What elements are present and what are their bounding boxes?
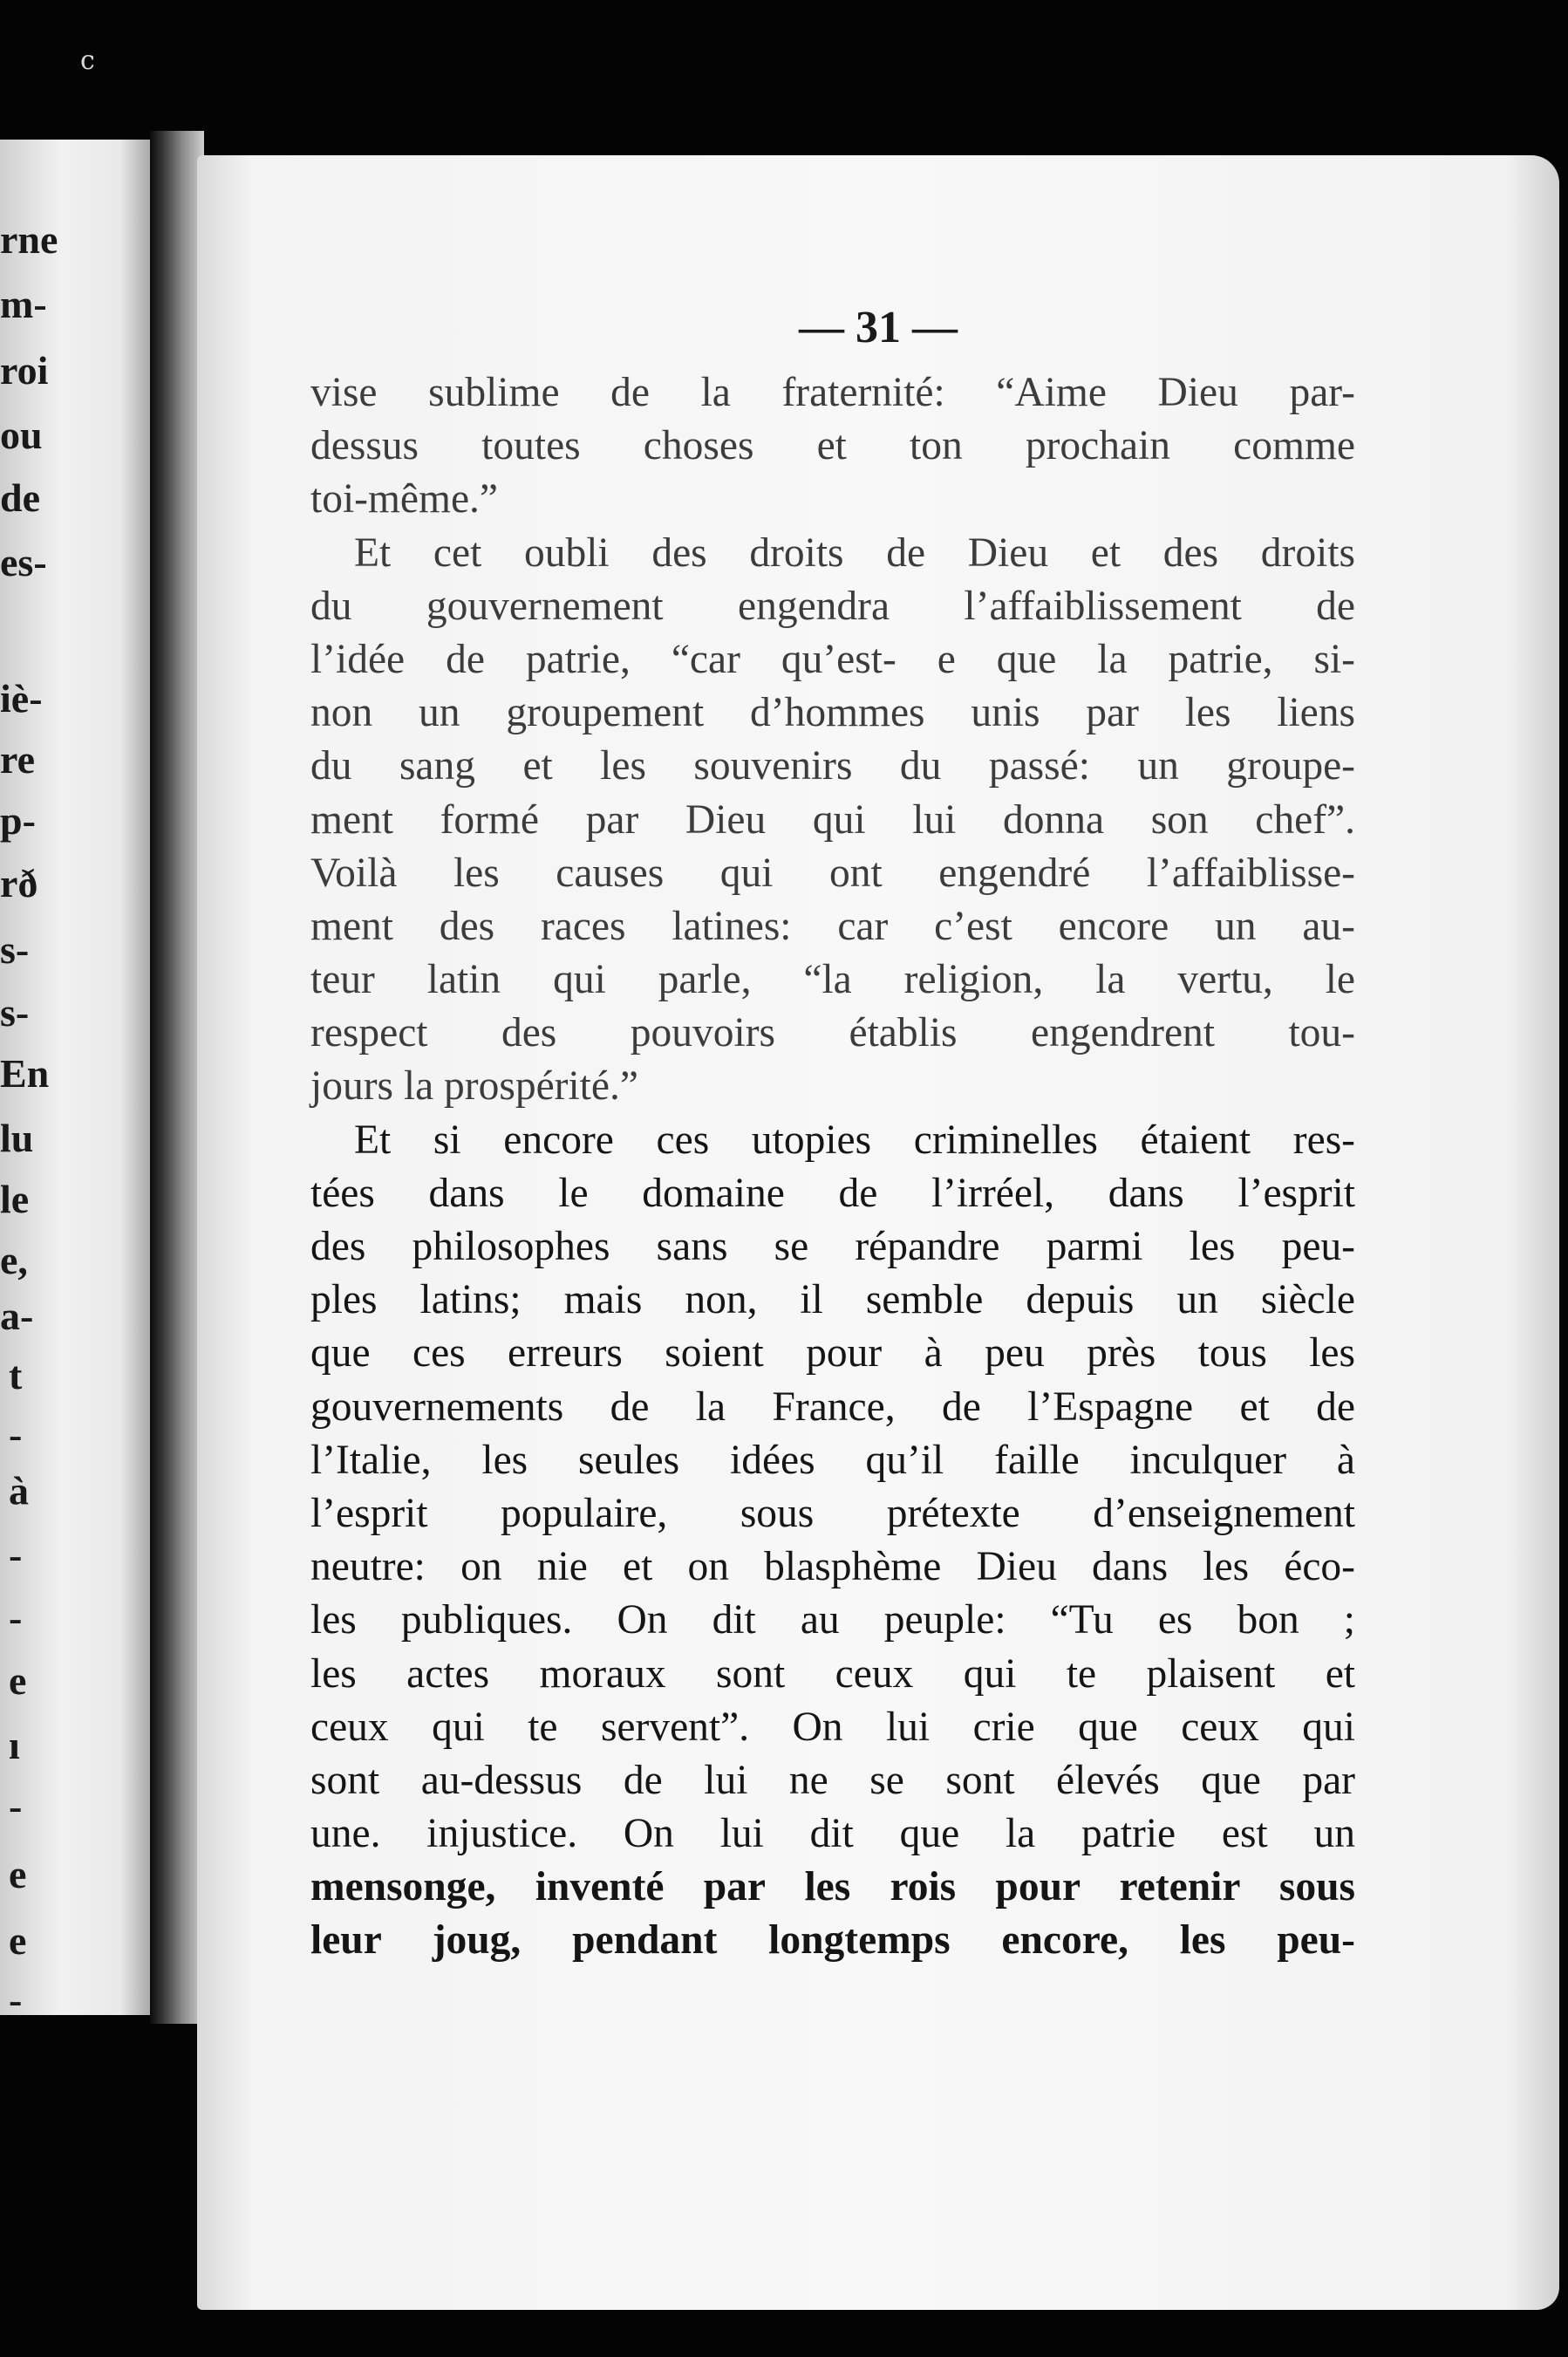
text-line: une. injustice. On lui dit que la patrie est un <box>310 1811 1355 1857</box>
text-line: gouvernements de la France, de l’Espagne et de <box>310 1383 1355 1430</box>
previous-page-line: - <box>9 1978 23 2015</box>
text-line: teur latin qui parle, “la religion, la vertu, le <box>310 957 1355 1003</box>
previous-page-line: s- <box>0 927 30 972</box>
text-line: les publiques. On dit au peuple: “Tu es bon ; <box>310 1597 1355 1643</box>
previous-page-line: m- <box>0 282 47 326</box>
previous-page-line: e <box>9 1852 27 1896</box>
page-body-text <box>310 366 1355 1968</box>
text-line: ment formé par Dieu qui lui donna son chef”. <box>310 796 1355 843</box>
previous-page-line: - <box>9 1595 23 1640</box>
previous-page-line: ı <box>9 1723 20 1767</box>
previous-page-line: - <box>9 1412 23 1457</box>
book-page <box>197 155 1559 2310</box>
previous-page-line: e <box>9 1658 27 1703</box>
previous-page-line: a- <box>0 1294 34 1338</box>
text-line: neutre: on nie et on blasphème Dieu dans les éco- <box>310 1544 1355 1590</box>
previous-page-line: t <box>9 1353 23 1397</box>
text-line: Voilà les causes qui ont engendré l’affaiblisse- <box>310 850 1355 896</box>
corner-mark: c <box>80 45 95 76</box>
text-line: du sang et les souvenirs du passé: un groupe- <box>310 743 1355 789</box>
text-line: des philosophes sans se répandre parmi les peu- <box>310 1224 1355 1269</box>
text-line: jours la prospérité.” <box>310 1063 638 1110</box>
text-line: toi-même.” <box>310 476 498 523</box>
text-line: l’esprit populaire, sous prétexte d’enseignement <box>310 1490 1355 1536</box>
previous-page-line: p- <box>0 798 36 843</box>
previous-page-line: es- <box>0 540 47 584</box>
text-line: Et cet oubli des droits de Dieu et des droits <box>354 529 1355 576</box>
page-number: — 31 — <box>799 303 958 352</box>
text-line: non un groupement d’hommes unis par les liens <box>310 690 1355 736</box>
text-line: vise sublime de la fraternité: “Aime Dieu par- <box>310 370 1355 415</box>
previous-page-line: - <box>9 1533 23 1577</box>
text-line: mensonge, inventé par les rois pour retenir sous <box>310 1864 1355 1910</box>
previous-page-line: iè- <box>0 676 43 721</box>
previous-page-line: roi <box>0 348 49 393</box>
text-line: respect des pouvoirs établis engendrent tou- <box>310 1010 1355 1056</box>
text-line: sont au-dessus de lui ne se sont élevés que par <box>310 1757 1355 1803</box>
previous-page-line: de <box>0 475 40 520</box>
text-line: les actes moraux sont ceux qui te plaisent et <box>310 1650 1355 1697</box>
text-line: tées dans le domaine de l’irréel, dans l’esprit <box>310 1170 1355 1216</box>
text-line: ment des races latines: car c’est encore un au- <box>310 903 1355 949</box>
previous-page-line: re <box>0 737 36 782</box>
text-line: leur joug, pendant longtemps encore, les peu- <box>310 1917 1355 1964</box>
text-line: l’Italie, les seules idées qu’il faille inculquer à <box>310 1437 1355 1483</box>
text-line: ples latins; mais non, il semble depuis un siècle <box>310 1277 1355 1323</box>
previous-page-line: e <box>9 1918 27 1963</box>
text-line: Et si encore ces utopies criminelles étaient res- <box>354 1117 1355 1163</box>
previous-page-line: rð <box>0 861 38 905</box>
previous-page-line: à <box>9 1468 29 1513</box>
book-gutter-shadow <box>150 131 204 2024</box>
previous-page-line: lu <box>0 1116 34 1160</box>
previous-page-fragment <box>0 140 150 2015</box>
text-line: dessus toutes choses et ton prochain comme <box>310 423 1355 469</box>
previous-page-line: ou <box>0 413 43 457</box>
previous-page-line: e, <box>0 1238 28 1282</box>
text-line: que ces erreurs soient pour à peu près tous les <box>310 1330 1355 1377</box>
previous-page-line: rne <box>0 217 58 262</box>
text-line: du gouvernement engendra l’affaiblissement de <box>310 583 1355 629</box>
text-line: ceux qui te servent”. On lui crie que ceux qui <box>310 1704 1355 1750</box>
previous-page-line: le <box>0 1177 30 1221</box>
previous-page-line: s- <box>0 990 30 1035</box>
previous-page-line: En <box>0 1051 50 1096</box>
text-line: l’idée de patrie, “car qu’est- e que la patrie, si- <box>310 636 1355 682</box>
previous-page-line: - <box>9 1784 23 1828</box>
